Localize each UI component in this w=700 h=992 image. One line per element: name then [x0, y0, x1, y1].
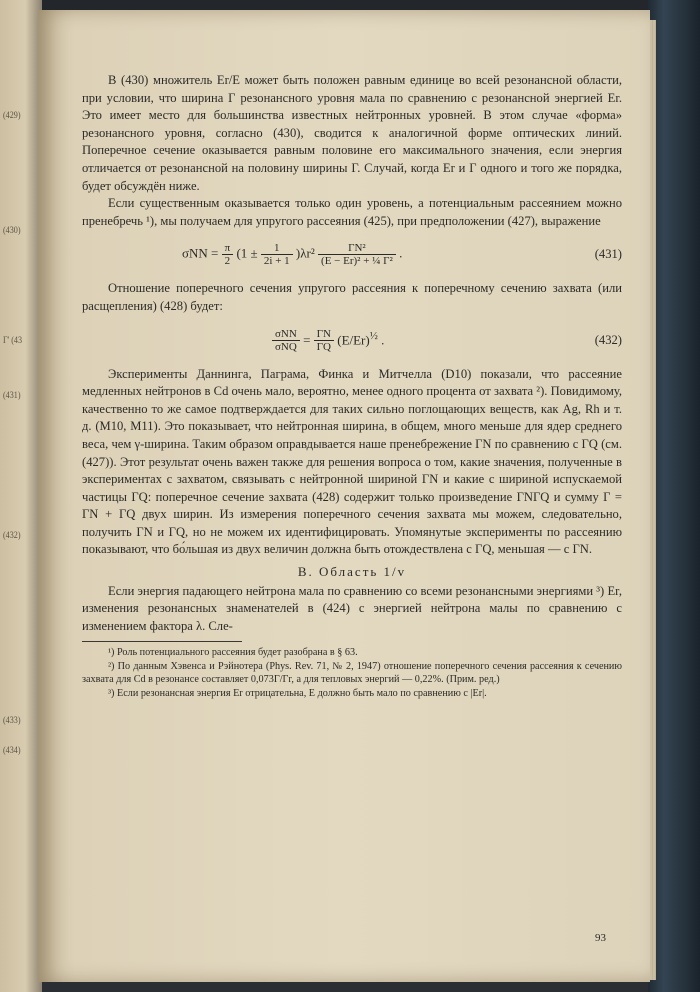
left-margin-fragment: (432): [2, 530, 21, 540]
equation-431: [82, 234, 622, 274]
eq432-mid-fraction: $\frac{\Gamma N}{\Gamma Q}$: [314, 328, 334, 353]
footnote-3: ³) Если резонансная энергия Er отрицательна, E должно быть мало по сравнению с |Er|.: [108, 687, 487, 699]
eq432-equals: =: [303, 331, 311, 347]
footnote-1: ¹) Роль потенциального рассеяния будет разобрана в § 63.: [108, 647, 358, 659]
eq431-main-fraction: $\frac{\text{ΓN²}}{\text{(E − Er)² + ¼ Γ²}}$: [318, 242, 396, 267]
paragraph-ratio: Отношение поперечного сечения упругого рассеяния к поперечному сечению захвата (или расщепления) (428) будет:: [82, 281, 622, 313]
eq432-dot: .: [381, 331, 385, 347]
equation-number-432: (432): [594, 332, 622, 347]
eq431-paren-open: (1 ±: [236, 245, 258, 261]
footnote-separator: [82, 641, 242, 642]
left-margin-fragment: (434): [2, 745, 21, 755]
left-page-strip: [0, 0, 42, 992]
eq432-exponent: ½: [369, 329, 378, 342]
equation-432-formula: [272, 328, 384, 354]
footnote-2: ²) По данным Хэвенса и Рэйнотера (Phys. Rev. 71, № 2, 1947) отношение поперечного сечения рассеяния к сечению захвата для Cd в резонансе составляет 0,073Γ/Γr, а для тепловых энергий — 0,22%. (Прим. ред.): [82, 660, 622, 686]
section-heading: В. Область 1/v: [297, 564, 407, 580]
page-content: [82, 72, 622, 700]
eq432-lhs-fraction: $\frac{\text{σNN}}{\text{σNQ}}$: [272, 328, 300, 353]
equation-number-431: (431): [594, 247, 622, 262]
eq431-lhs: σNN =: [182, 245, 219, 261]
eq432-paren: (E/Er): [337, 331, 370, 347]
left-margin-fragment: (433): [2, 715, 21, 725]
paragraph-experiments: Эксперименты Даннинга, Паграма, Финка и Митчелла (D10) показали, что рассеяние медленных нейтронов в Cd очень мало, вероятно, менее одного процента от захвата ²). Повидимому, качественно то же самое подтверждается для таких сильно поглощающих веществ, как Ag, Rh и т. д. (M10, M11). Это показывает, что нейтронная ширина, в общем, много меньше для ядер среднего веса, чем γ-ширина. Таким образом оправдывается наше пренебрежение ΓN по сравнению с ΓQ (см. (427)). Этот результат очень важен также для решения вопроса о том, какие значения, полученные в экспериментах с захватом, связывать с нейтронной шириной ΓN и какие с шириной испускаемой частицы ΓQ: поперечное сечение захвата (428) содержит только произведение ΓNΓQ и сумму Γ = ΓN + ΓQ двух ширин. Из измерения поперечного сечения захвата мы можем, следовательно, получить ΓN и ΓQ, но не можем их идентифицировать. Упомянутые эксперименты по рассеянию показывают, что бо́льшая из двух величин должна быть отождествлена с ΓQ, меньшая — с ΓN.: [82, 366, 622, 557]
equation-431-formula: [182, 242, 402, 267]
eq431-inner-fraction: $\frac{1}{2i + 1}$: [261, 242, 293, 267]
eq431-dot: .: [399, 245, 403, 261]
left-margin-fragment: (430): [2, 225, 21, 235]
equation-432: [82, 320, 622, 360]
page-number: 93: [595, 932, 606, 944]
left-margin-fragment: (431): [2, 390, 21, 400]
left-margin-fragment: Γ' (43: [3, 335, 23, 345]
paragraph-region: Если энергия падающего нейтрона мала по сравнению со всеми резонансными энергиями ³) Er, изменения резонансных знаменателей в (424) с энергией нейтрона малы по сравнению с изменением фактора λ. Сле-: [82, 583, 622, 633]
book-page: [38, 10, 650, 982]
left-margin-fragment: (429): [2, 110, 21, 120]
paragraph-resonance: В (430) множитель Er/E может быть положен равным единице во всей резонансной области, при условии, что ширина Г резонансного уровня мала по сравнению с резонансной энергией Er. Это имеет место для большинства известных нейтронных уровней. В этом случае «форма» резонансного уровня, согласно (430), сводится к аналогичной форме оптических линий. Поперечное сечение оказывается равным половине его максимального значения, если энергия отличается от резонансной на половину ширины Г. Случай, когда Er и Г одного и того же порядка, будет обсуждён ниже.: [82, 73, 622, 193]
paragraph-single-level: Если существенным оказывается только один уровень, а потенциальным рассеянием можно пренебречь ¹), мы получаем для упругого рассеяния (425), при предположении (427), выражение: [82, 196, 622, 228]
eq431-paren-close: )λr²: [295, 245, 315, 261]
eq431-pi-fraction: $\frac{\pi}{2}$: [222, 242, 234, 267]
